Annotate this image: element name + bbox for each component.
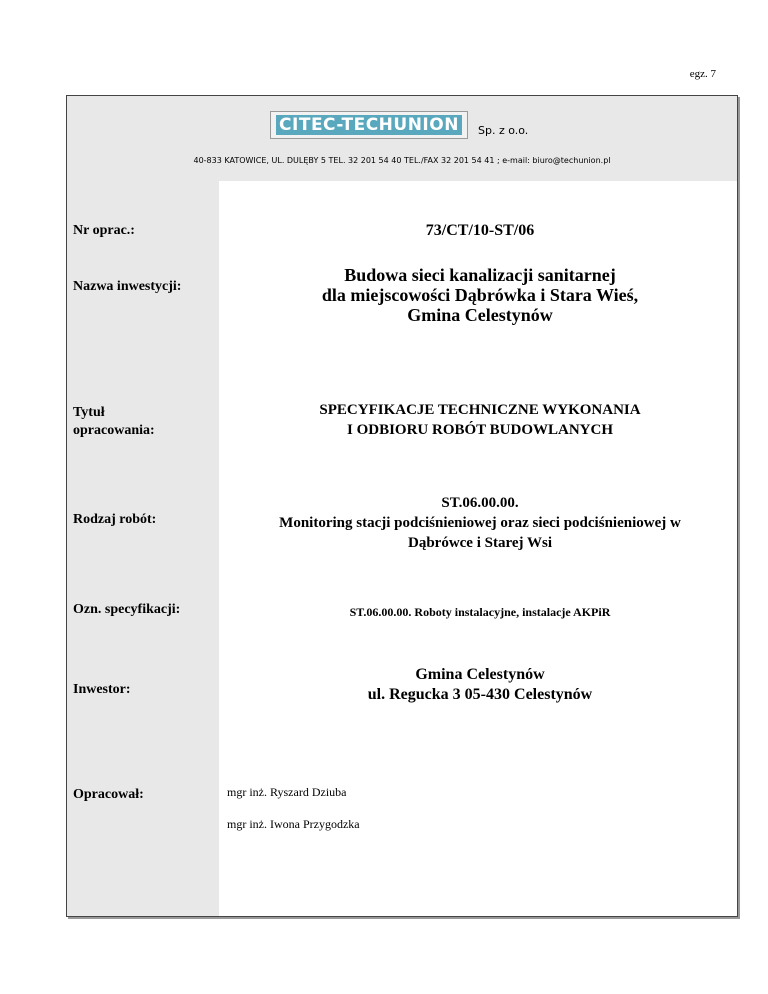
- work-type-line-3: Dąbrówce i Starej Wsi: [407, 535, 552, 551]
- company-logo: [270, 111, 468, 139]
- nr-label: Nr oprac.:: [73, 223, 135, 238]
- author-1: mgr inż. Ryszard Dziuba: [227, 785, 347, 799]
- spec-label: Ozn. specyfikacji:: [73, 602, 181, 617]
- investor: [225, 665, 735, 705]
- investment-name-label: Nazwa inwestycji:: [73, 279, 182, 294]
- document-title-line-1: SPECYFIKACJE TECHNICZNE WYKONANIA: [319, 402, 641, 418]
- investor-line-1: Gmina Celestynów: [415, 666, 545, 683]
- document-title: [225, 400, 735, 440]
- title-label: [73, 404, 155, 440]
- investment-name-line-1: Budowa sieci kanalizacji sanitarnej: [344, 265, 616, 285]
- nr-value: 73/CT/10-ST/06: [425, 222, 535, 239]
- spec-value: ST.06.00.00. Roboty instalacyjne, instalacje AKPiR: [349, 605, 611, 619]
- title-label-line-2: opracowania:: [73, 423, 155, 438]
- title-label-line-1: Tytuł: [73, 405, 105, 420]
- company-address: 40-833 KATOWICE, UL. DULĘBY 5 TEL. 32 201 54 40 TEL./FAX 32 201 54 41 ; e-mail: biuro@techunion.pl: [193, 156, 611, 165]
- document-title-line-2: I ODBIORU ROBÓT BUDOWLANYCH: [346, 422, 613, 438]
- copy-number: egz. 7: [689, 68, 716, 80]
- work-type-line-2: Monitoring stacji podciśnieniowej oraz sieci podciśnieniowej w: [279, 515, 681, 531]
- author-2: mgr inż. Iwona Przygodzka: [227, 817, 360, 831]
- investor-line-2: ul. Regucka 3 05-430 Celestynów: [367, 686, 593, 703]
- prepared-by-label: Opracował:: [73, 787, 144, 802]
- investment-name: [225, 265, 735, 325]
- company-logo-text: CITEC-TECHUNION: [276, 115, 462, 135]
- investment-name-line-2: dla miejscowości Dąbrówka i Stara Wieś,: [321, 285, 639, 305]
- title-page-frame: [66, 95, 738, 917]
- investment-name-line-3: Gmina Celestynów: [407, 305, 553, 325]
- work-type-line-1: ST.06.00.00.: [441, 495, 519, 511]
- company-legal-form: Sp. z o.o.: [478, 124, 529, 137]
- work-type-label: Rodzaj robót:: [73, 512, 157, 527]
- work-type: [225, 493, 735, 553]
- investor-label: Inwestor:: [73, 682, 131, 697]
